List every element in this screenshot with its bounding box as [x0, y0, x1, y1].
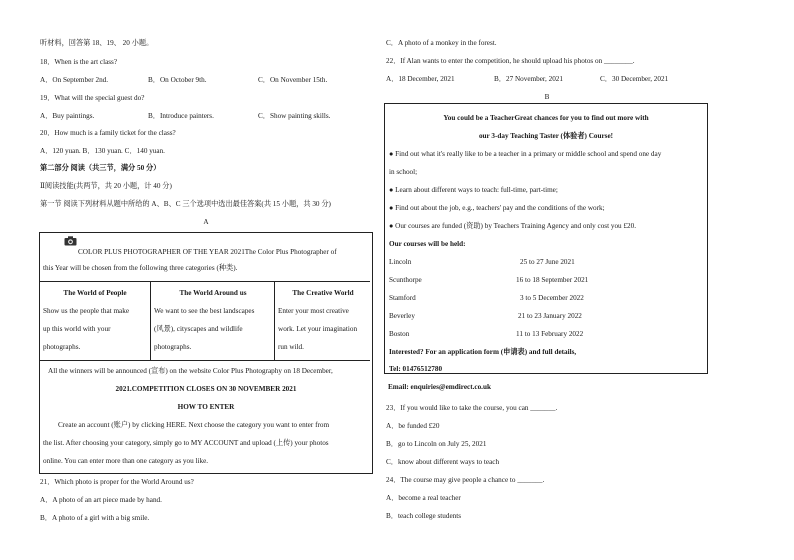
email[interactable]: Email: enquiries@emdirect.co.uk: [388, 383, 491, 391]
course-city: Scunthorpe: [389, 276, 422, 284]
question-19-option-b[interactable]: B．Introduce painters.: [148, 112, 214, 120]
question-22-option-a[interactable]: A．18 December, 2021: [386, 75, 455, 83]
courses-held-heading: Our courses will be held:: [389, 240, 466, 248]
bullet-3: ● Find out about the job, e.g., teachers' pay and the conditions of the work;: [389, 204, 605, 212]
passage-a-intro-line-1: COLOR PLUS PHOTOGRAPHER OF THE YEAR 2021The Color Plus Photographer of: [78, 248, 337, 256]
question-19-option-a[interactable]: A．Buy paintings.: [40, 112, 95, 120]
question-18-stem: 18．When is the art class?: [40, 58, 118, 66]
category-around-us-text-3: photographs.: [154, 343, 192, 351]
passage-b-heading-1: You could be a TeacherGreat chances for you to find out more with: [443, 114, 649, 122]
question-21-option-c[interactable]: C．A photo of a monkey in the forest.: [386, 39, 497, 47]
course-city: Lincoln: [389, 258, 412, 266]
category-people-title: The World of People: [63, 289, 127, 297]
application-line: Interested? For an application form (申请表) and full details,: [389, 348, 577, 356]
category-people: [40, 282, 150, 360]
bullet-1-line-1: ● Find out what it's really like to be a teacher in a primary or middle school and spend one day: [389, 150, 662, 158]
question-19-stem: 19．What will the special guest do?: [40, 94, 145, 102]
category-creative: [274, 282, 371, 360]
enter-line-3: online. You can enter more than one category as you like.: [43, 457, 209, 465]
question-23-option-a[interactable]: A．be funded £20: [386, 422, 440, 430]
question-22-stem: 22．If Alan wants to enter the competition, he should upload his photos on ________.: [386, 57, 635, 65]
question-21-stem: 21．Which photo is proper for the World Around us?: [40, 478, 194, 486]
announcement-line-1: All the winners will be announced (宣布) on the website Color Plus Photography on 18 December,: [48, 367, 333, 375]
category-creative-text-1: Enter your most creative: [278, 307, 349, 315]
enter-line-2: the list. After choosing your category, simply go to MY ACCOUNT and upload (上传) your photos: [43, 439, 329, 447]
category-creative-text-2: work. Let your imagination: [278, 325, 358, 333]
question-22-option-b[interactable]: B．27 November, 2021: [494, 75, 563, 83]
camera-icon: [64, 236, 77, 246]
question-24-stem: 24．The course may give people a chance to _______.: [386, 476, 545, 484]
question-23-option-c[interactable]: C．know about different ways to teach: [386, 458, 500, 466]
how-to-enter-heading: HOW TO ENTER: [177, 403, 235, 411]
categories-table: [40, 281, 370, 361]
course-date: 11 to 13 February 2022: [516, 330, 584, 338]
category-around-us-title: The World Around us: [179, 289, 247, 297]
question-24-option-b[interactable]: B．teach college students: [386, 512, 462, 520]
question-20-options[interactable]: A．120 yuan. B．130 yuan. C．140 yuan.: [40, 147, 165, 155]
telephone: Tel: 01476512780: [389, 365, 443, 373]
passage-b-label: B: [544, 93, 550, 101]
bullet-4: ● Our courses are funded (资助) by Teachers Training Agency and only cost you £20.: [389, 222, 637, 230]
course-city: Beverley: [389, 312, 415, 320]
question-23-stem: 23．If you would like to take the course, you can _______.: [386, 404, 558, 412]
passage-b-heading-2: our 3-day Teaching Taster (体验者) Course!: [478, 132, 614, 140]
category-around-us-text-2: (风景), cityscapes and wildlife: [154, 325, 243, 333]
question-18-option-c[interactable]: C．On November 15th.: [258, 76, 328, 84]
course-date: 21 to 23 January 2022: [518, 312, 582, 320]
category-creative-title: The Creative World: [292, 289, 354, 297]
course-city: Boston: [389, 330, 410, 338]
bullet-2: ● Learn about different ways to teach: full-time, part-time;: [389, 186, 558, 194]
category-people-text-3: photographs.: [43, 343, 81, 351]
course-date: 25 to 27 June 2021: [520, 258, 575, 266]
category-people-text-2: up this world with your: [43, 325, 111, 333]
bullet-1-line-2: in school;: [389, 168, 418, 176]
question-21-option-b[interactable]: B．A photo of a girl with a big smile.: [40, 514, 150, 522]
category-creative-text-3: run wild.: [278, 343, 304, 351]
question-18-option-b[interactable]: B．On October 9th.: [148, 76, 207, 84]
category-around-us: [150, 282, 275, 360]
passage-a-box: [39, 232, 373, 474]
section-2-heading: Ⅱ阅读技能(共两节，共 20 小题，计 40 分): [40, 182, 172, 190]
question-20-stem: 20．How much is a family ticket for the class?: [40, 129, 176, 137]
enter-line-1: Create an account (账户) by clicking HERE. Next choose the category you want to enter from: [58, 421, 330, 429]
course-date: 16 to 18 September 2021: [516, 276, 589, 284]
category-around-us-text-1: We want to see the best landscapes: [154, 307, 255, 315]
question-18-option-a[interactable]: A．On September 2nd.: [40, 76, 109, 84]
passage-a-label: A: [203, 218, 209, 226]
part-2-heading: 第二部分 阅读（共三节，满分 50 分）: [40, 164, 161, 172]
course-date: 3 to 5 December 2022: [520, 294, 584, 302]
category-people-text-1: Show us the people that make: [43, 307, 130, 315]
passage-b-box: [384, 103, 708, 374]
announcement-line-2: 2021.COMPETITION CLOSES ON 30 NOVEMBER 2021: [115, 385, 297, 393]
question-24-option-a[interactable]: A．become a real teacher: [386, 494, 461, 502]
question-21-option-a[interactable]: A．A photo of an art piece made by hand.: [40, 496, 162, 504]
section-1-heading: 第一节 阅读下列材料从题中所给的 A、B、C 三个选项中选出最佳答案(共 15 小题，共 30 分): [40, 200, 331, 208]
listening-instruction: 听材料，回答第 18、19、 20 小题。: [40, 39, 154, 47]
course-city: Stamford: [389, 294, 416, 302]
passage-a-intro-line-2: this Year will be chosen from the following three categories (种类).: [43, 264, 238, 272]
question-23-option-b[interactable]: B．go to Lincoln on July 25, 2021: [386, 440, 487, 448]
question-19-option-c[interactable]: C．Show painting skills.: [258, 112, 331, 120]
question-22-option-c[interactable]: C．30 December, 2021: [600, 75, 669, 83]
